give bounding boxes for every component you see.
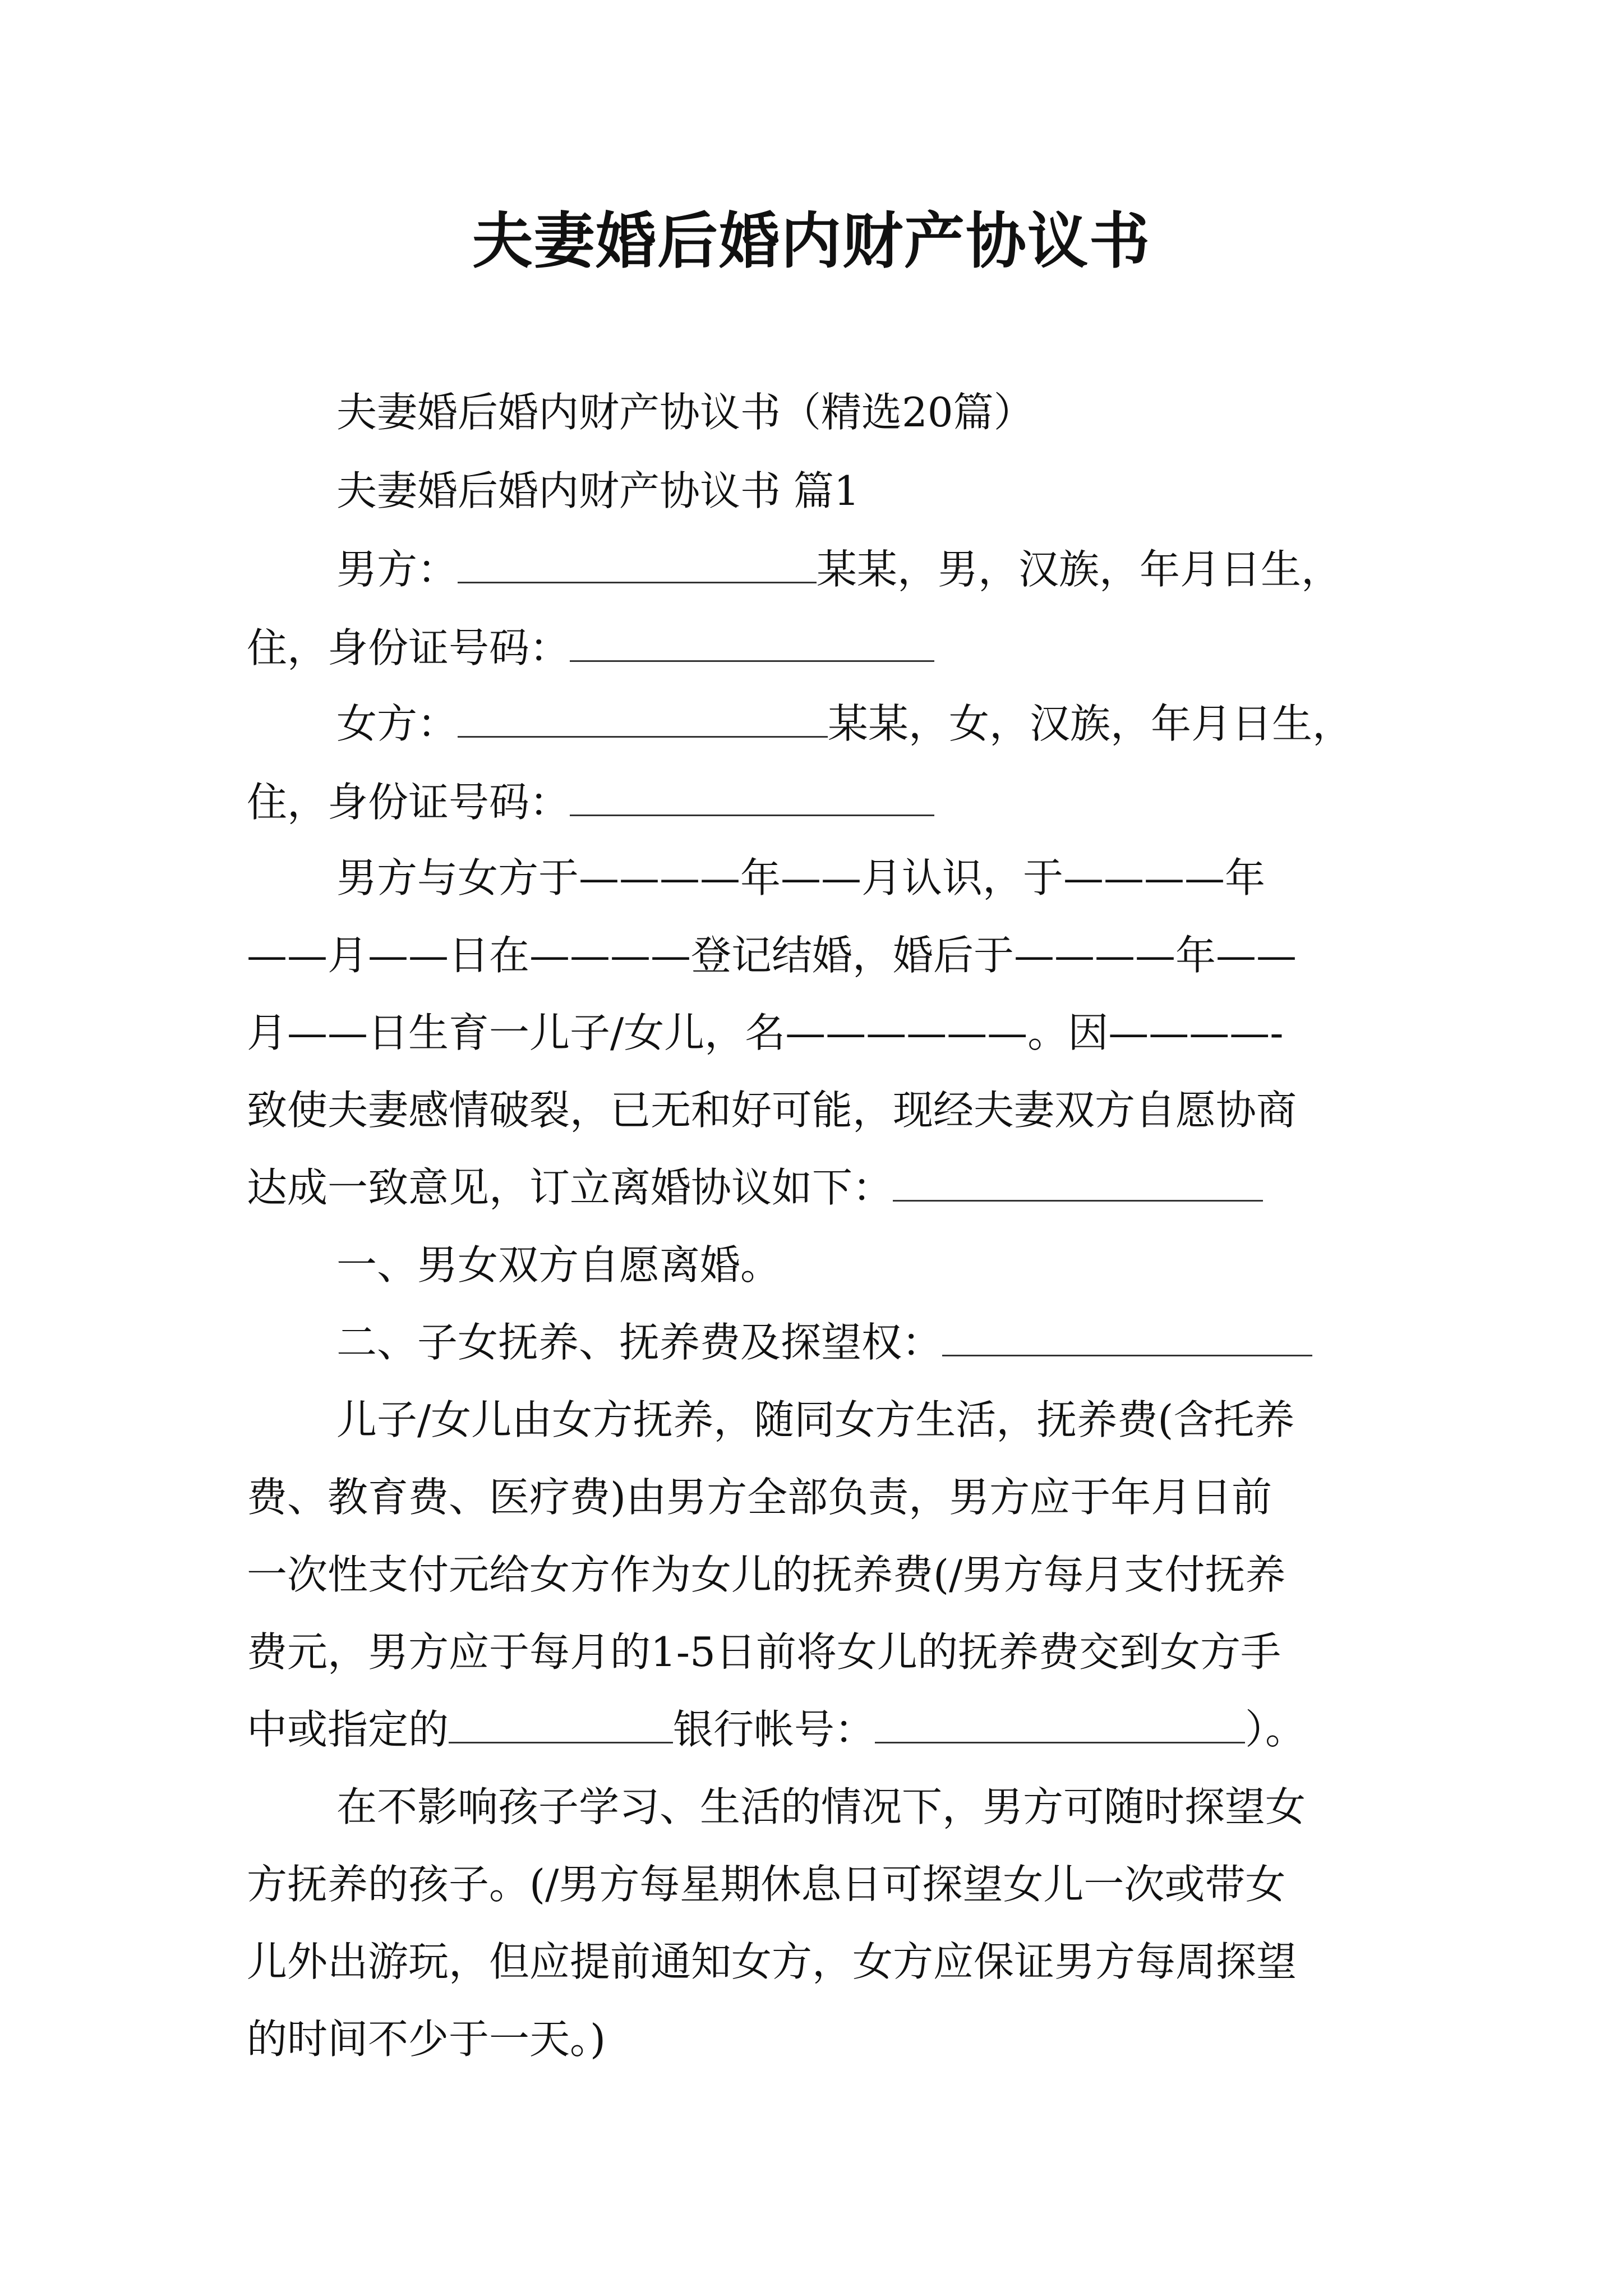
fill-blank [893,1161,1263,1202]
paragraph-line: 致使夫妻感情破裂，已无和好可能，现经夫妻双方自愿协商 [247,1087,1297,1134]
fill-blank [458,697,828,738]
paragraph-line: 儿子/女儿由女方抚养，随同女方生活，抚养费(含托养 [336,1396,1295,1443]
paragraph-line: 方抚养的孩子。(/男方每星期休息日可探望女儿一次或带女 [247,1861,1286,1908]
id-label: 住，身份证号码： [247,779,570,826]
paragraph-line [247,771,934,833]
id-label: 住，身份证号码： [247,624,570,671]
paragraph-line [336,693,1353,754]
paragraph-line [247,1699,1306,1760]
paragraph-line: 费元，男方应于每月的1-5日前将女儿的抚养费交到女方手 [247,1628,1281,1676]
female-party-label: 女方： [336,700,458,747]
paragraph-line [247,617,934,679]
female-party-info: 某某，女，汉族，年月日生， [828,700,1353,747]
paragraph-line: 儿外出游玩，但应提前通知女方，女方应保证男方每周探望 [247,1938,1297,1985]
fill-blank [570,621,934,662]
clause-one: 一、男女双方自愿离婚。 [336,1241,781,1289]
paragraph-line: 一次性支付元给女方作为女儿的抚养费(/男方每月支付抚养 [247,1551,1286,1598]
paragraph-line [247,1157,1263,1218]
male-party-info: 某某，男，汉族，年月日生， [817,546,1342,593]
section-heading: 夫妻婚后婚内财产协议书 篇1 [336,467,860,514]
paragraph-line: 月——日生育一儿子/女儿，名——————。因————- [247,1009,1284,1056]
subtitle-line: 夫妻婚后婚内财产协议书（精选20篇） [336,389,1034,436]
closing-paren: ）。 [1245,1706,1306,1753]
fill-blank [942,1315,1312,1356]
fill-blank [570,775,934,816]
agreement-intro: 达成一致意见，订立离婚协议如下： [247,1164,893,1211]
paragraph-line: ——月——日在————登记结婚，婚后于————年—— [247,932,1297,979]
clause-two: 二、子女抚养、抚养费及探望权： [336,1319,943,1366]
document-title: 夫妻婚后婚内财产协议书 [472,206,1151,277]
designated-label: 中或指定的 [247,1706,449,1753]
paragraph-line: 费、教育费、医疗费)由男方全部负责，男方应于年月日前 [247,1474,1272,1521]
paragraph-line: 在不影响孩子学习、生活的情况下，男方可随时探望女 [336,1783,1306,1830]
paragraph-line [336,1312,1312,1373]
paragraph-line: 男方与女方于————年——月认识，于————年 [336,854,1266,901]
bank-account-label: 银行帐号： [673,1706,875,1753]
male-party-label: 男方： [336,546,458,593]
paragraph-line [336,539,1341,600]
fill-blank [875,1703,1245,1743]
paragraph-line: 的时间不少于一天。) [247,2016,606,2063]
fill-blank [458,542,817,583]
fill-blank [449,1703,673,1743]
